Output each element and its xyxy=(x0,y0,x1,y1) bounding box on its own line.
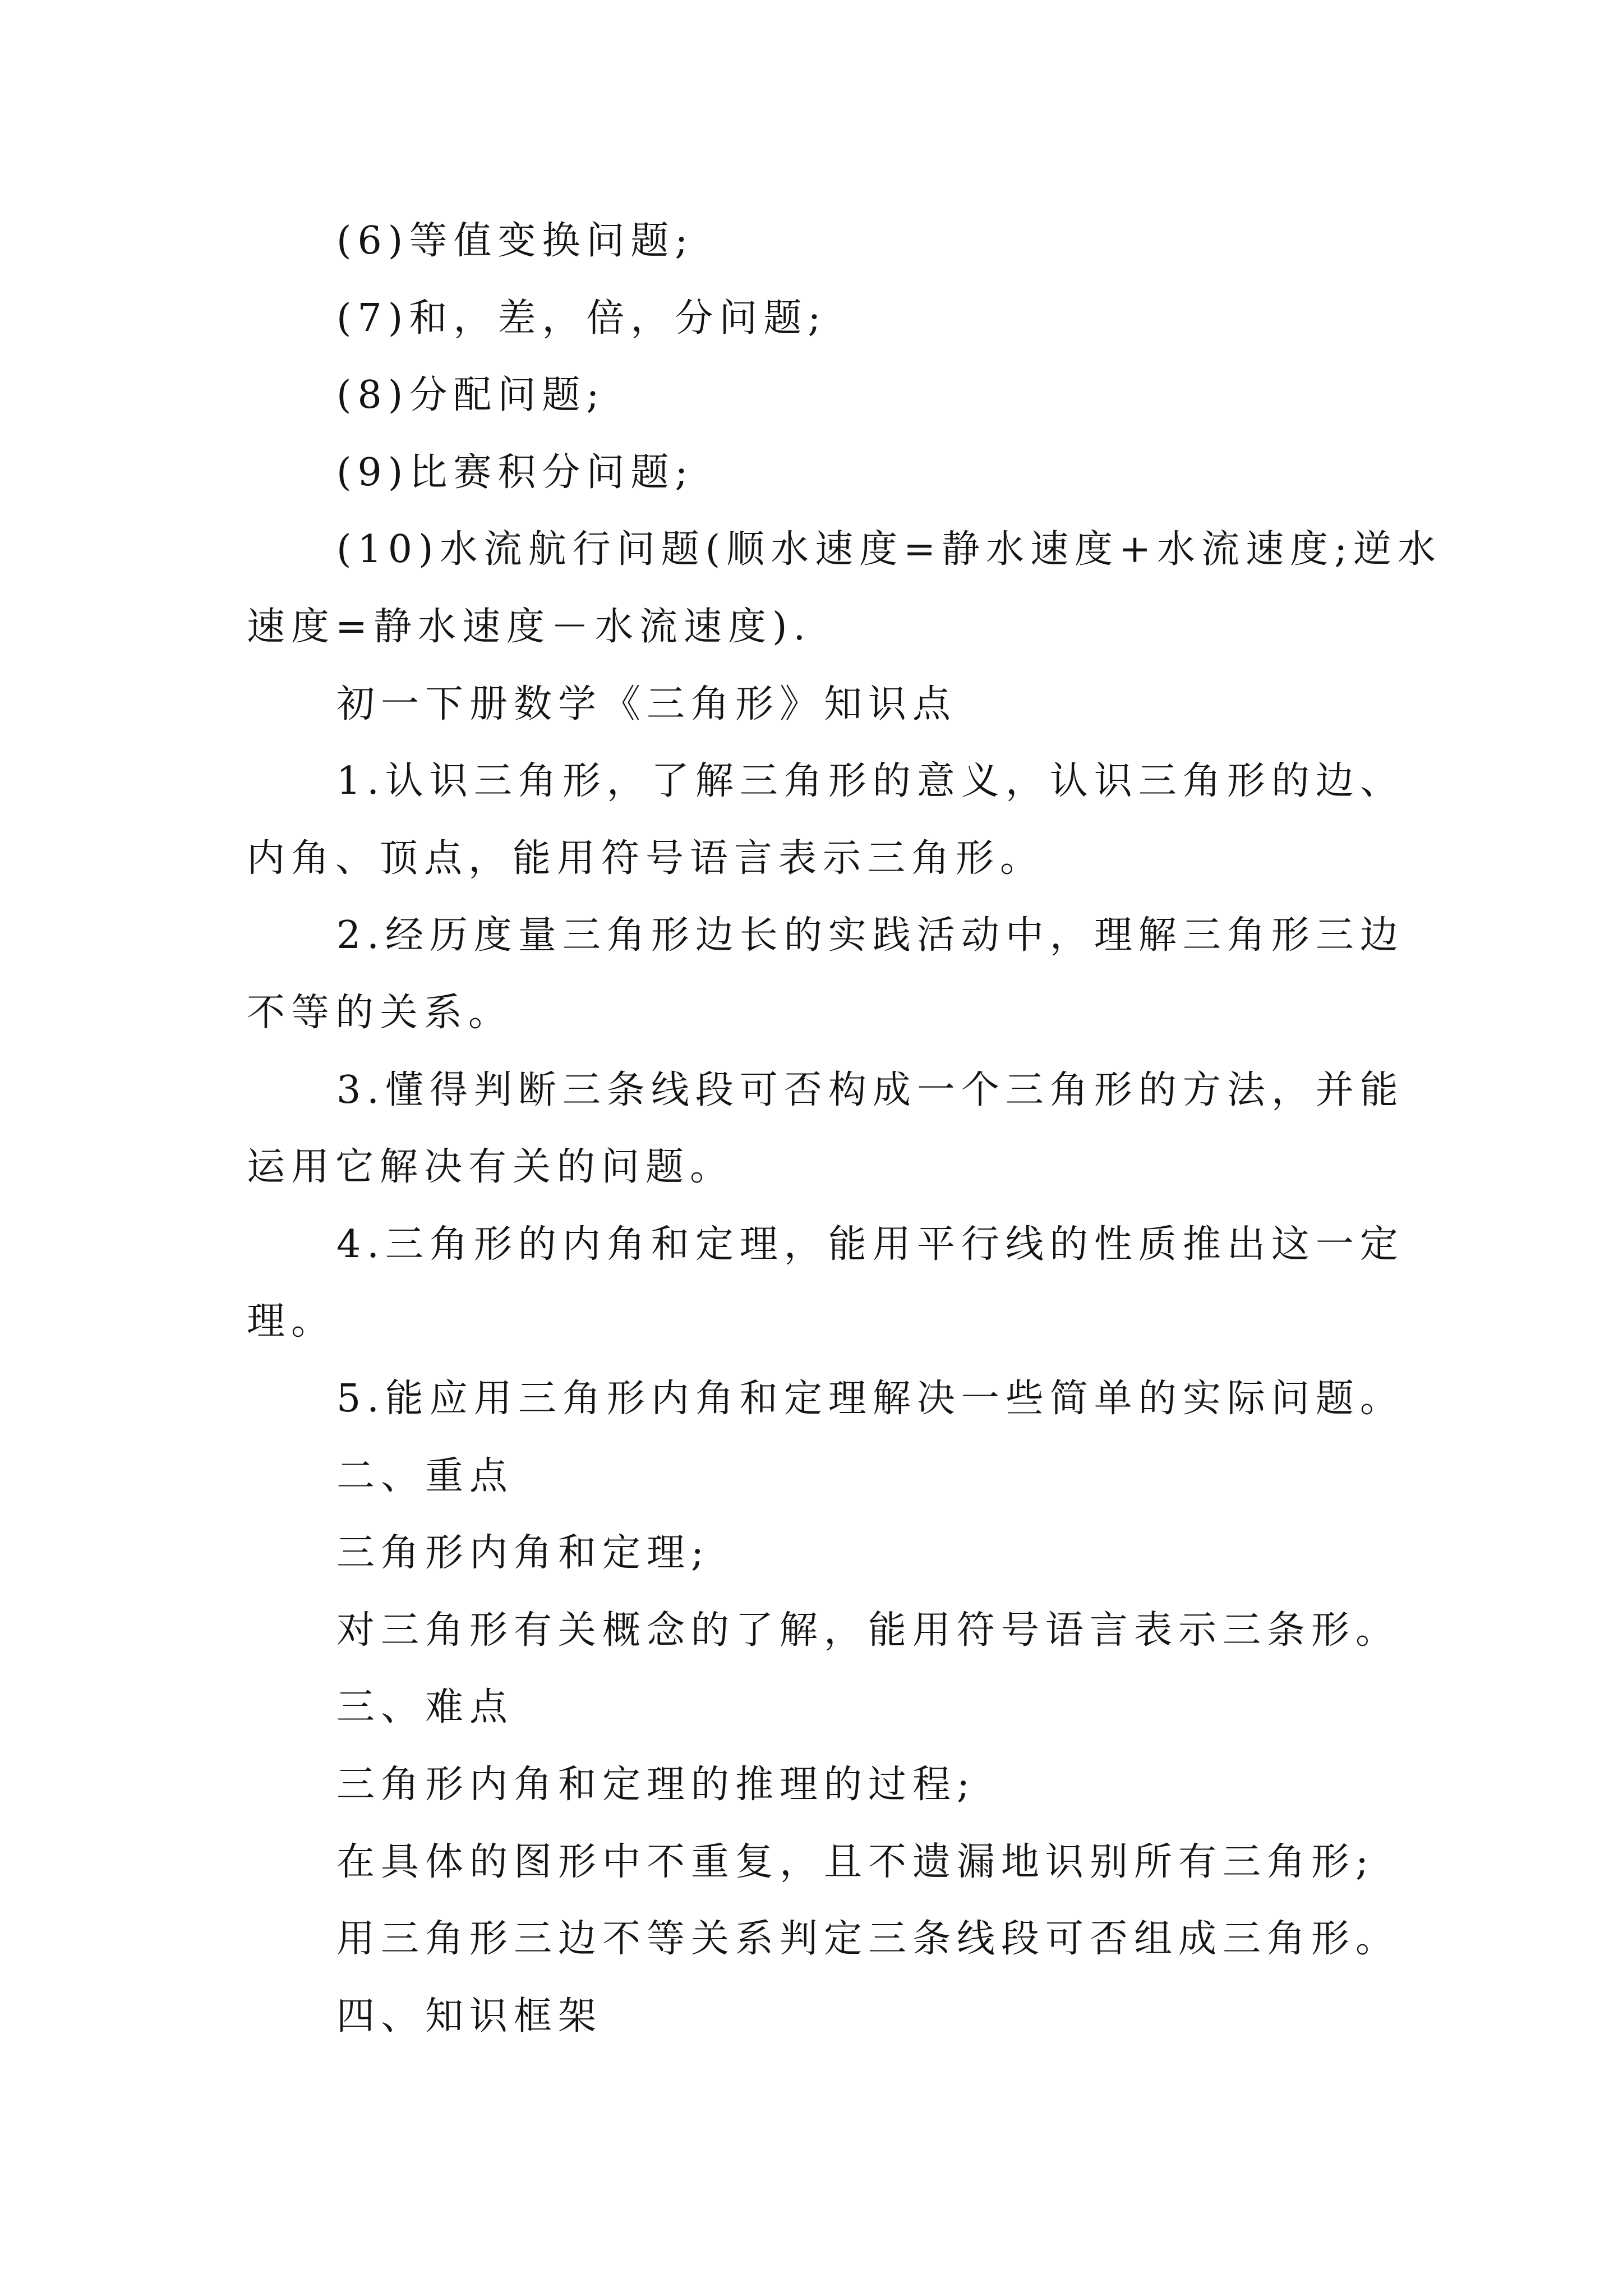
list-item-7: (7)和，差，倍，分问题; xyxy=(336,296,827,341)
difficulty-3: 用三角形三边不等关系判定三条线段可否组成三角形。 xyxy=(336,1917,1400,1961)
key-point-1: 三角形内角和定理; xyxy=(336,1531,710,1575)
point-3-continued: 运用它解决有关的问题。 xyxy=(247,1145,735,1189)
point-4-continued: 理。 xyxy=(247,1299,336,1343)
list-item-6: (6)等值变换问题; xyxy=(336,219,694,263)
point-4: 4.三角形的内角和定理，能用平行线的性质推出这一定 xyxy=(336,1222,1404,1267)
list-item-10-continued: 速度=静水速度－水流速度). xyxy=(247,605,812,649)
heading-difficulties: 三、难点 xyxy=(336,1685,514,1729)
point-2: 2.经历度量三角形边长的实践活动中，理解三角形三边 xyxy=(336,913,1404,958)
point-5: 5.能应用三角形内角和定理解决一些简单的实际问题。 xyxy=(336,1377,1404,1421)
key-point-2: 对三角形有关概念的了解，能用符号语言表示三条形。 xyxy=(336,1608,1400,1653)
point-2-continued: 不等的关系。 xyxy=(247,991,513,1035)
heading-key-points: 二、重点 xyxy=(336,1454,514,1498)
difficulty-1: 三角形内角和定理的推理的过程; xyxy=(336,1763,976,1807)
list-item-8: (8)分配问题; xyxy=(336,373,606,417)
difficulty-2: 在具体的图形中不重复，且不遗漏地识别所有三角形; xyxy=(336,1840,1375,1884)
list-item-9: (9)比赛积分问题; xyxy=(336,450,694,495)
heading-framework: 四、知识框架 xyxy=(336,1994,603,2039)
point-3: 3.懂得判断三条线段可否构成一个三角形的方法，并能 xyxy=(336,1068,1404,1112)
section-title: 初一下册数学《三角形》知识点 xyxy=(336,682,957,726)
list-item-10: (10)水流航行问题(顺水速度=静水速度+水流速度;逆水 xyxy=(336,527,1442,572)
point-1-continued: 内角、顶点，能用符号语言表示三角形。 xyxy=(247,836,1045,881)
point-1: 1.认识三角形，了解三角形的意义，认识三角形的边、 xyxy=(336,759,1404,803)
